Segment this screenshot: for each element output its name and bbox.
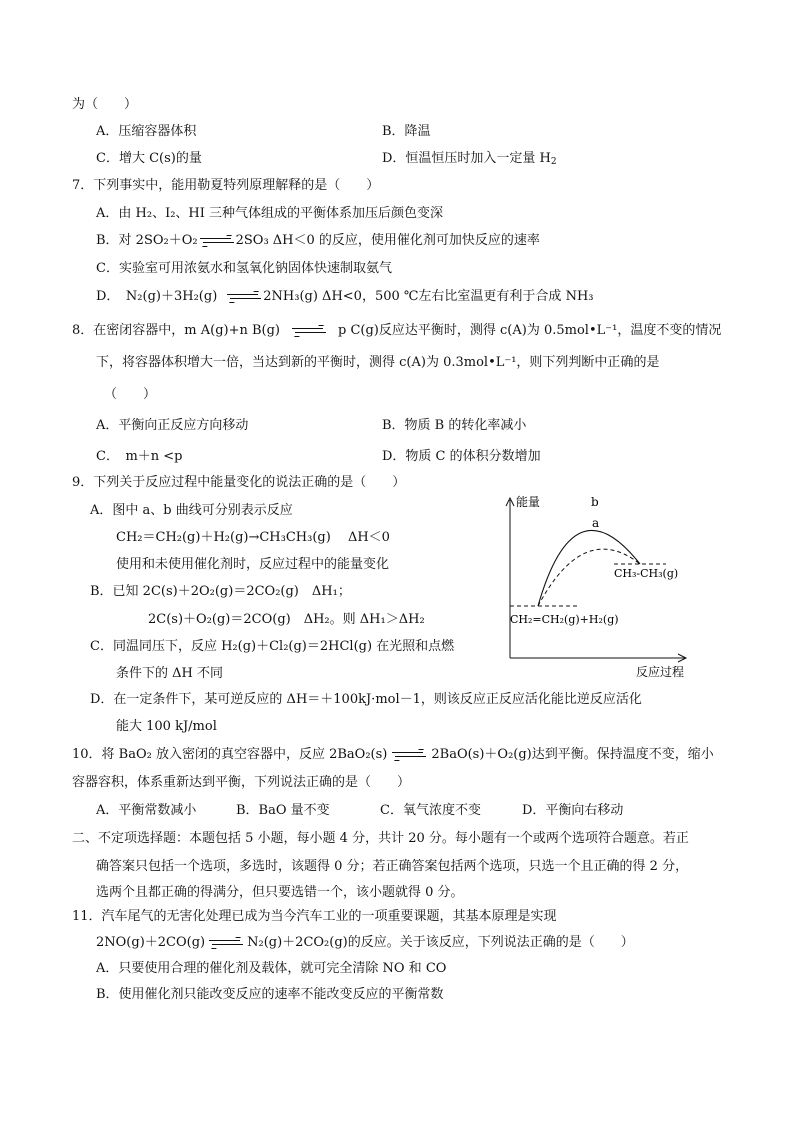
section2-instructions-line2: 确答案只包括一个选项，多选时，该题得 0 分；若正确答案包括两个选项，只选一个且正确的得 2 分， xyxy=(96,859,689,874)
q9-stem: 9．下列关于反应过程中能量变化的说法正确的是（ ） xyxy=(72,475,406,490)
q7-stem: 7．下列事实中，能用勒夏特列原理解释的是（ ） xyxy=(72,178,380,193)
q6-option-b: B．降温 xyxy=(382,124,431,139)
q9-option-d-line1: D．在一定条件下，某可逆反应的 ΔH＝＋100kJ·mol－1，则该反应正反应活化能比逆反应活化 xyxy=(90,692,642,707)
q8-option-a: A．平衡向正反应方向移动 xyxy=(96,418,249,433)
product-label: CH₃-CH₃(g) xyxy=(614,567,679,580)
q8-stem-line2: 下，将容器体积增大一倍，当达到新的平衡时，测得 c(A)为 0.3mol•L⁻¹，则下列判断中正确的是 xyxy=(96,355,660,370)
curve-a-label: a xyxy=(592,516,600,530)
q9-option-c-line1: C．同温同压下，反应 H₂(g)＋Cl₂(g)＝2HCl(g) 在光照和点燃 xyxy=(90,639,455,654)
q10-option-b: B．BaO 量不变 xyxy=(236,803,330,818)
q6-option-a: A．压缩容器体积 xyxy=(96,124,197,139)
q10-option-c: C．氧气浓度不变 xyxy=(380,803,481,818)
equilibrium-arrow-icon xyxy=(392,751,426,759)
equilibrium-arrow-icon xyxy=(292,327,326,335)
y-axis-label: 能量 xyxy=(516,495,541,509)
q7-option-a: A．由 H₂、I₂、HI 三种气体组成的平衡体系加压后颜色变深 xyxy=(96,206,444,221)
q9-option-a-line3: 使用和未使用催化剂时，反应过程中的能量变化 xyxy=(116,557,390,572)
q6-option-d: D．恒温恒压时加入一定量 $H_2$ xyxy=(382,151,557,167)
q8-stem-line1: 8．在密闭容器中，m A(g)+n B(g) p C(g)反应达平衡时，测得 c(A)为 0.5mol•L⁻¹，温度不变的情况 xyxy=(72,323,722,338)
q10-option-d: D．平衡向右移动 xyxy=(522,803,624,818)
reactant-label: CH₂=CH₂(g)+H₂(g) xyxy=(510,613,619,626)
q11-stem-line2: 2NO(g)＋2CO(g) N₂(g)＋2CO₂(g)的反应。关于该反应，下列说法正确的是（ ） xyxy=(96,935,634,950)
section2-instructions-line1: 二、不定项选择题：本题包括 5 小题，每小题 4 分，共计 20 分。每小题有一个或两个选项符合题意。若正 xyxy=(72,831,689,846)
q10-stem-line2: 容器容积，体系重新达到平衡，下列说法正确的是（ ） xyxy=(72,775,411,790)
q11-option-a: A．只要使用合理的催化剂及载体，就可完全清除 NO 和 CO xyxy=(96,961,447,976)
q10-stem-line1: 10．将 BaO₂ 放入密闭的真空容器中，反应 2BaO₂(s) 2BaO(s)＋O₂(g)达到平衡。保持温度不变，缩小 xyxy=(72,747,714,762)
section2-instructions-line3: 选两个且都正确的得满分，但只要选错一个，该小题就得 0 分。 xyxy=(96,885,464,900)
equilibrium-arrow-icon xyxy=(227,293,261,301)
q11-option-b: B．使用催化剂只能改变反应的速率不能改变反应的平衡常数 xyxy=(96,987,444,1002)
q7-option-b: B．对 2SO₂＋O₂ 2SO₃ ΔH＜0 的反应，使用催化剂可加快反应的速率 xyxy=(96,233,540,248)
q10-option-a: A．平衡常数减小 xyxy=(96,803,197,818)
q11-stem-line1: 11．汽车尾气的无害化处理已成为当今汽车工业的一项重要课题，其基本原理是实现 xyxy=(72,909,557,924)
q9-option-b-line2: 2C(s)＋O₂(g)＝2CO(g) ΔH₂。则 ΔH₁＞ΔH₂ xyxy=(148,612,425,627)
q9-option-d-line2: 能大 100 kJ/mol xyxy=(116,719,217,734)
energy-profile-diagram xyxy=(500,488,692,679)
q8-option-b: B．物质 B 的转化率减小 xyxy=(382,418,527,433)
q8-option-c: C． m＋n <p xyxy=(96,449,183,464)
q7-option-d: D． N₂(g)＋3H₂(g) 2NH₃(g) ΔH<0，500 ℃左右比室温更有利于合成 NH₃ xyxy=(96,289,594,304)
q6-option-c: C．增大 C(s)的量 xyxy=(96,151,202,166)
q8-option-d: D．物质 C 的体积分数增加 xyxy=(382,449,541,464)
equilibrium-arrow-icon xyxy=(200,237,234,245)
curve-b-label: b xyxy=(591,495,599,509)
q8-stem-line3: （ ） xyxy=(104,387,157,402)
q9-option-c-line2: 条件下的 ΔH 不同 xyxy=(116,666,223,681)
q9-option-b-line1: B．已知 2C(s)＋2O₂(g)＝2CO₂(g) ΔH₁； xyxy=(90,584,351,599)
q9-option-a-line1: A．图中 a、b 曲线可分别表示反应 xyxy=(90,503,293,518)
x-axis-label: 反应过程 xyxy=(636,665,685,679)
q7-option-c: C．实验室可用浓氨水和氢氧化钠固体快速制取氨气 xyxy=(96,261,392,276)
equilibrium-arrow-icon xyxy=(209,939,243,947)
q9-option-a-line2: CH₂＝CH₂(g)＋H₂(g)→CH₃CH₃(g) ΔH＜0 xyxy=(116,530,390,545)
q6-stem-tail: 为（ ） xyxy=(72,97,138,112)
